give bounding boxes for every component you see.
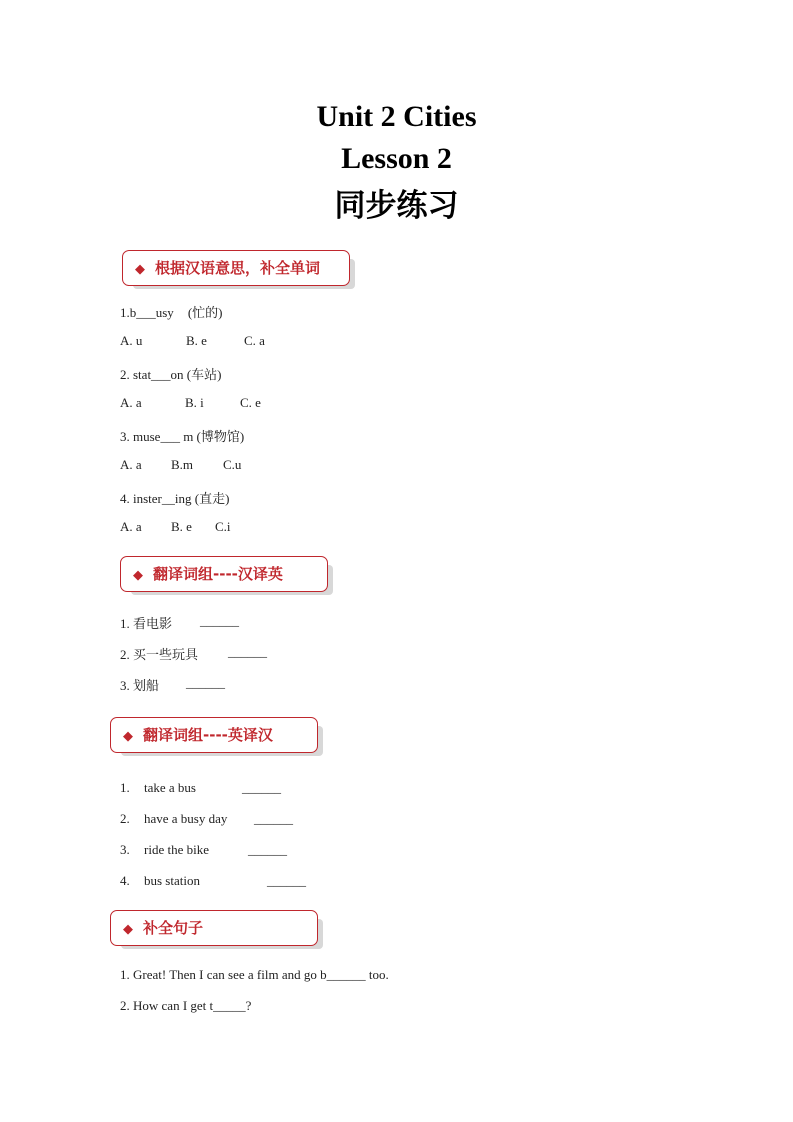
question: 1.b___usy (忙的) [120,305,223,320]
phrase-item: 4. bus station ______ [120,873,306,888]
heading-text: 根据汉语意思，补全单词 [155,259,321,277]
phrase-item: 1. take a bus ______ [120,780,281,795]
diamond-icon: ◆ [123,922,133,937]
phrase-item: 1. 看电影 ______ [120,613,239,631]
heading-text: 翻译词组----汉译英 [153,565,283,583]
section-heading-4 [110,910,318,946]
section-heading-2 [120,556,328,592]
diamond-icon: ◆ [123,729,133,744]
section-heading-3 [110,717,318,753]
title-unit: Unit 2 Cities [316,100,477,133]
heading-text: 翻译词组----英译汉 [143,726,273,744]
phrase-item: 3. ride the bike ______ [120,842,287,857]
question: 3. muse___ m (博物馆) [120,429,245,444]
phrase-item: 2. have a busy day ______ [120,811,293,826]
sentence-item: 1. Great! Then I can see a film and go b______ too. [120,967,389,982]
sentence-item: 2. How can I get t_____? [120,998,252,1013]
heading-text: 补全句子 [143,919,204,937]
section-heading-1 [122,250,350,286]
title-practice: 同步练习 [334,188,459,224]
worksheet-page: Unit 2 Cities Lesson 2 同步练习 ◆ 根据汉语意思，补全单词 1.b___usy (忙的) A. u B. e C. a 2. stat___on (车站) A. a B. i C. e 3. muse___ m (博物馆) A. a B.m C.u 4. inster__ing (直走) A. a B. e C.i ◆ 翻译词组----汉译英 1. 看电影 ______ 2. 买一些玩具 ______ 3. 划船 ______ ◆ 翻译词组----英译汉 1. take a bus ______ 2. have a busy day ______ 3. ride the bike ______ 4. bus station ______ ◆ 补全句子 1. Great! Then I can see a film and go b______ too. 2. How can I get t_____? [0,0,793,1122]
question: 2. stat___on (车站) [120,367,222,382]
phrase-item: 2. 买一些玩具 ______ [120,644,267,662]
question: 4. inster__ing (直走) [120,491,230,506]
diamond-icon: ◆ [135,262,145,277]
title-lesson: Lesson 2 [341,142,452,175]
phrase-item: 3. 划船 ______ [120,675,225,693]
diamond-icon: ◆ [133,568,143,583]
